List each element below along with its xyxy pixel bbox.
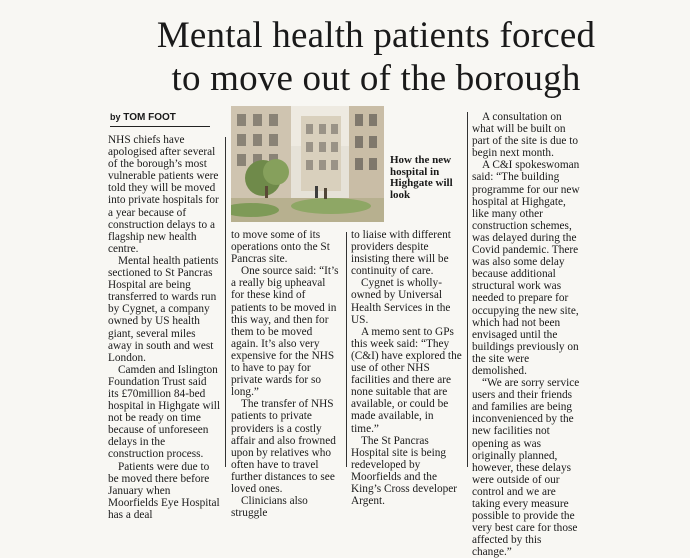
paragraph: Patients were due to be moved there before January when Moorfields Eye Hospital has a deal (108, 460, 220, 521)
paragraph: Camden and Islington Foundation Trust said its £70million 84-bed hospital in Highgate will not be ready on time because of unforeseen delays in the construction process. (108, 363, 221, 461)
paragraph: Clinicians also struggle (231, 495, 308, 520)
headline-line-2: to move out of the borough (171, 58, 581, 99)
paragraph: to move some of its operations onto the St Pancras site. (231, 229, 330, 266)
paragraph: A memo sent to GPs this week said: “They (C&I) have explored the use of other NHS facilities and there are none suitable that are available, or could be made available, in time.” (351, 325, 462, 435)
paragraph: One source said: “It’s a really big upheaval for these kind of patients to be moved in this way, and then for them to be moved again. It’s also very expensive for the NHS to have to pay for private wards for so long.” (231, 265, 339, 399)
photo-caption: How the new hospital in Highgate will look (390, 154, 453, 201)
paragraph: “We are sorry service users and their friends and families are being inconvenienced by the new facilities not opening as was originally planned, however, these delays were outside of our control and we are taking every measure possible to provide the very best care for those affected by this change.” (472, 377, 580, 558)
article-column-1 (108, 134, 220, 521)
headline (86, 14, 666, 100)
hospital-rendering-photo (231, 106, 384, 222)
paragraph: A C&I spokeswoman said: “The building programme for our new hospital at Highgate, like many other construction schemes, was delayed during the Covid pandemic. There was also some delay because additional structural work was needed to prepare for occupying the new site, which had not been envisaged until the buildings previously on the site were demolished. (472, 159, 580, 377)
article-column-4 (472, 111, 584, 558)
article-column-2 (231, 229, 341, 519)
paragraph: NHS chiefs have apologised after several of the borough’s most vulnerable patients were told they will be moved into private hospitals for a year because of construction delays to a flagship new health centre. (108, 134, 219, 255)
column-divider (225, 137, 226, 467)
byline-author: TOM FOOT (123, 112, 176, 123)
headline-line-1: Mental health patients forced (156, 15, 596, 56)
paragraph: Mental health patients sectioned to St Pancras Hospital are being transferred to wards run by Cygnet, a company owned by US health giant, several miles away in south and west London. (108, 254, 219, 364)
paragraph: The St Pancras Hospital site is being redeveloped by Moorfields and the King’s Cross developer Argent. (351, 434, 458, 508)
paragraph: A consultation on what will be built on part of the site is due to begin next month. (472, 111, 579, 160)
byline-prefix: by (110, 112, 121, 122)
paragraph: The transfer of NHS patients to private providers is a costly affair and also frowned upon by relatives who often have to travel further distances to see loved ones. (231, 398, 336, 495)
paragraph: to liaise with different providers despite insisting there will be continuity of care. (351, 229, 451, 278)
paragraph: Cygnet is wholly-owned by Universal Health Services in the US. (351, 277, 451, 326)
building-illustration (231, 106, 384, 222)
byline (110, 112, 210, 127)
article-column-3 (351, 229, 463, 507)
column-divider (346, 232, 347, 467)
column-divider (467, 112, 468, 467)
